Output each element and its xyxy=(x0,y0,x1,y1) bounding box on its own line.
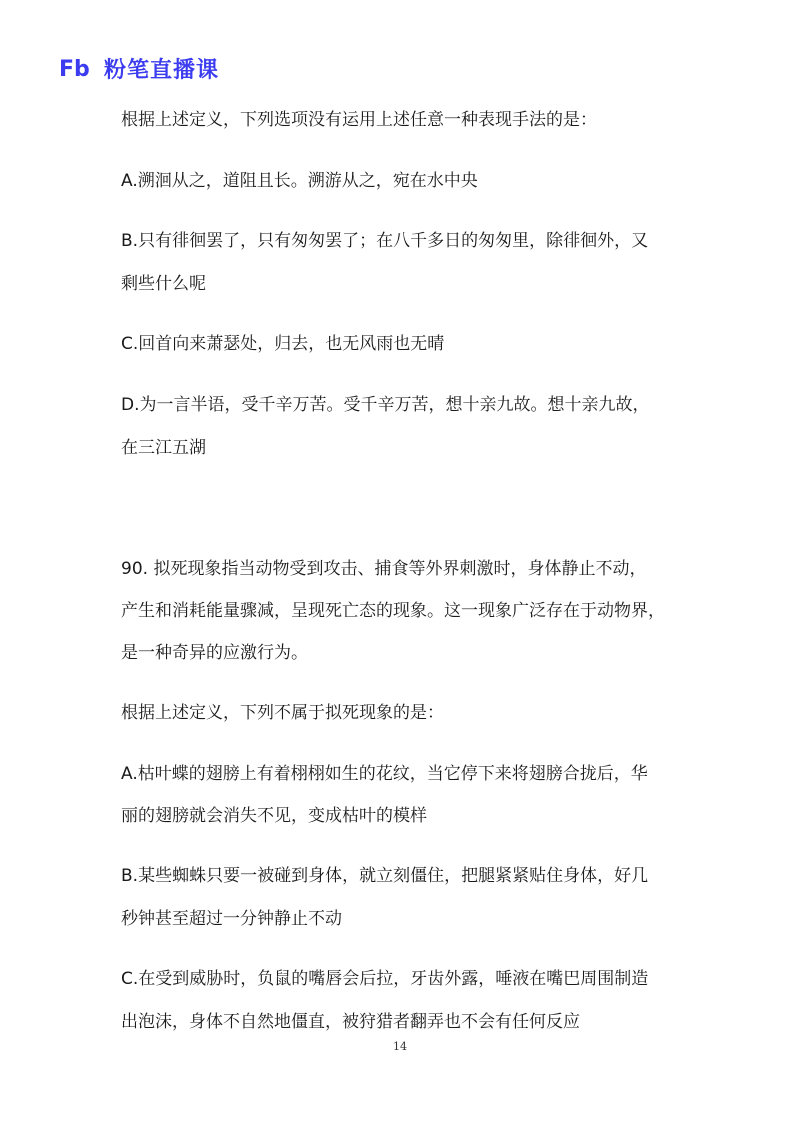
q89-option-c: C.回首向来萧瑟处，归去，也无风雨也无晴 xyxy=(121,334,445,354)
q89-option-b-line2: 剩些什么呢 xyxy=(121,274,206,294)
q90-option-a-line1: A.枯叶蝶的翅膀上有着栩栩如生的花纹，当它停下来将翅膀合拢后，华 xyxy=(121,764,648,784)
q89-option-d-line1: D.为一言半语，受千辛万苦。受千辛万苦，想十亲九故。想十亲九故， xyxy=(121,395,650,415)
q89-prompt: 根据上述定义，下列选项没有运用上述任意一种表现手法的是： xyxy=(121,110,597,130)
q90-option-c-line2: 出泡沫，身体不自然地僵直，被狩猎者翻弄也不会有任何反应 xyxy=(121,1012,580,1032)
q90-option-b-line1: B.某些蜘蛛只要一被碰到身体，就立刻僵住，把腿紧紧贴住身体，好几 xyxy=(121,866,649,886)
page-number: 14 xyxy=(393,1040,407,1053)
logo-text: Fb xyxy=(59,57,90,82)
q89-option-a: A.溯洄从之，道阻且长。溯游从之，宛在水中央 xyxy=(121,171,478,191)
q89-option-d-line2: 在三江五湖 xyxy=(121,438,206,458)
brand-title: 粉笔直播课 xyxy=(104,57,220,83)
q89-option-b-line1: B.只有徘徊罢了，只有匆匆罢了；在八千多日的匆匆里，除徘徊外，又 xyxy=(121,231,649,251)
q90-stem-line1: 90. 拟死现象指当动物受到攻击、捕食等外界刺激时，身体静止不动， xyxy=(121,559,647,579)
q90-stem-line3: 是一种奇异的应激行为。 xyxy=(121,643,308,663)
fenbi-logo-icon xyxy=(58,54,98,82)
q90-option-a-line2: 丽的翅膀就会消失不见，变成枯叶的模样 xyxy=(121,806,427,826)
q90-stem-line2: 产生和消耗能量骤减，呈现死亡态的现象。这一现象广泛存在于动物界， xyxy=(121,601,665,621)
q90-option-b-line2: 秒钟甚至超过一分钟静止不动 xyxy=(121,909,342,929)
q90-option-c-line1: C.在受到威胁时，负鼠的嘴唇会后拉，牙齿外露，唾液在嘴巴周围制造 xyxy=(121,969,649,989)
q90-prompt: 根据上述定义，下列不属于拟死现象的是： xyxy=(121,703,444,723)
header xyxy=(58,52,219,84)
